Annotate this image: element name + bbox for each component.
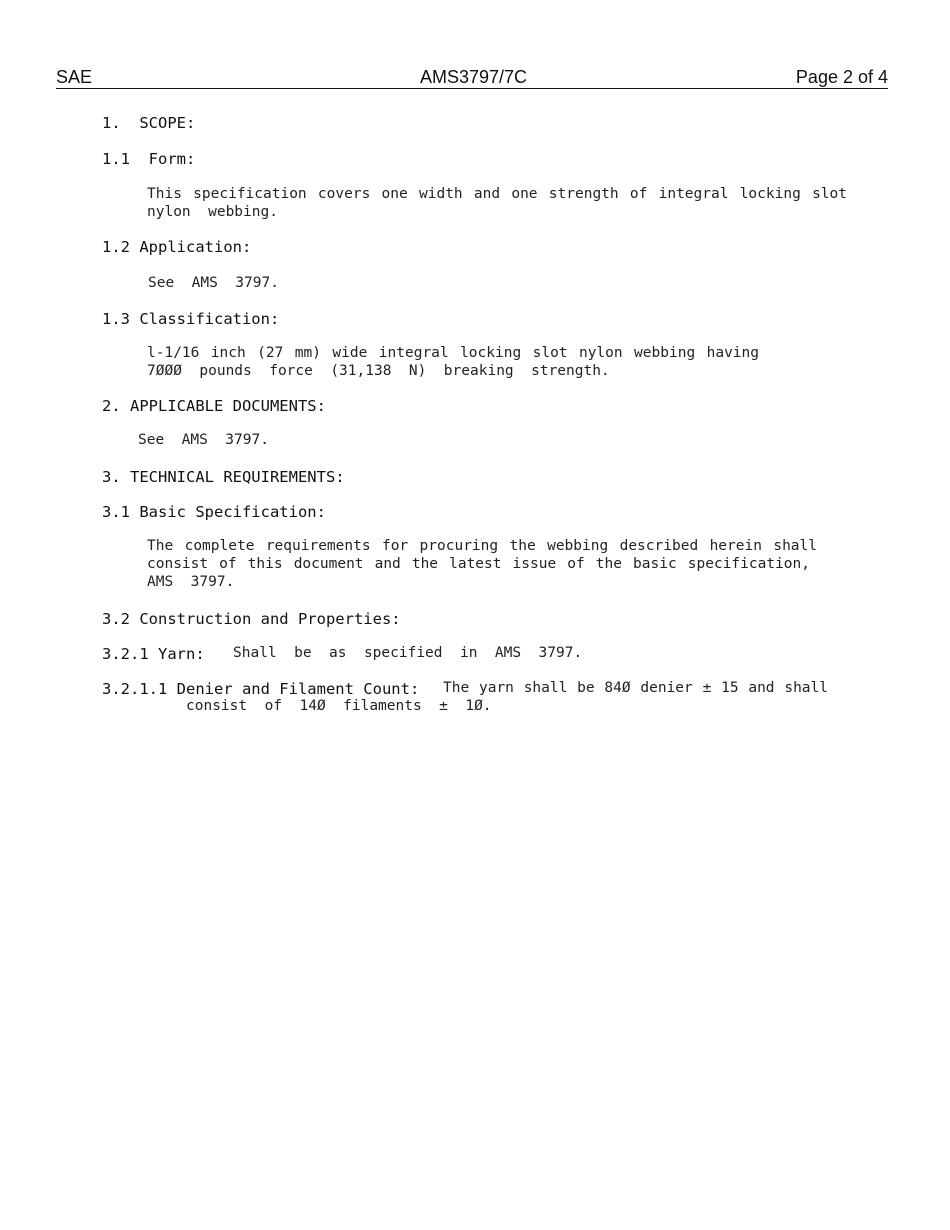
section-1-3-title: 1.3 Classification: xyxy=(102,310,280,328)
section-3-1-line-2: consist of this document and the latest issue of the basic specification, xyxy=(147,556,810,572)
section-3-2-1-title: 3.2.1 Yarn: xyxy=(102,645,205,663)
header-page-number: Page 2 of 4 xyxy=(795,67,888,87)
header-doc-number: AMS3797/7C xyxy=(420,67,528,87)
section-3-2-1-1-line-2: consist of 14Ø filaments ± 1Ø. xyxy=(186,698,492,714)
section-3-2-1-1-line-1: The yarn shall be 84Ø denier ± 15 and shall xyxy=(443,680,828,696)
section-3-2-title: 3.2 Construction and Properties: xyxy=(102,610,401,628)
section-3-1-line-1: The complete requirements for procuring the webbing described herein shall xyxy=(147,538,817,554)
section-1-2-title: 1.2 Application: xyxy=(102,238,252,256)
section-2-body: See AMS 3797. xyxy=(138,432,269,448)
section-1-3-line-2: 7ØØØ pounds force (31,138 N) breaking strength. xyxy=(147,363,610,379)
section-1-3-line-1: l-1/16 inch (27 mm) wide integral locking slot nylon webbing having xyxy=(147,345,759,361)
section-1-1-line-2: nylon webbing. xyxy=(147,204,278,220)
header-org: SAE xyxy=(56,67,93,87)
section-3-2-1-body: Shall be as specified in AMS 3797. xyxy=(233,645,583,661)
section-3-title: 3. TECHNICAL REQUIREMENTS: xyxy=(102,468,345,486)
section-3-2-1-1-title: 3.2.1.1 Denier and Filament Count: xyxy=(102,680,420,698)
section-1-title: 1. SCOPE: xyxy=(102,114,196,132)
section-1-2-body: See AMS 3797. xyxy=(148,275,279,291)
page-header xyxy=(56,66,888,89)
section-3-1-title: 3.1 Basic Specification: xyxy=(102,503,326,521)
section-1-1-line-1: This specification covers one width and one strength of integral locking slot xyxy=(147,186,847,202)
section-1-1-title: 1.1 Form: xyxy=(102,150,196,168)
section-2-title: 2. APPLICABLE DOCUMENTS: xyxy=(102,397,326,415)
section-3-1-line-3: AMS 3797. xyxy=(147,574,235,590)
